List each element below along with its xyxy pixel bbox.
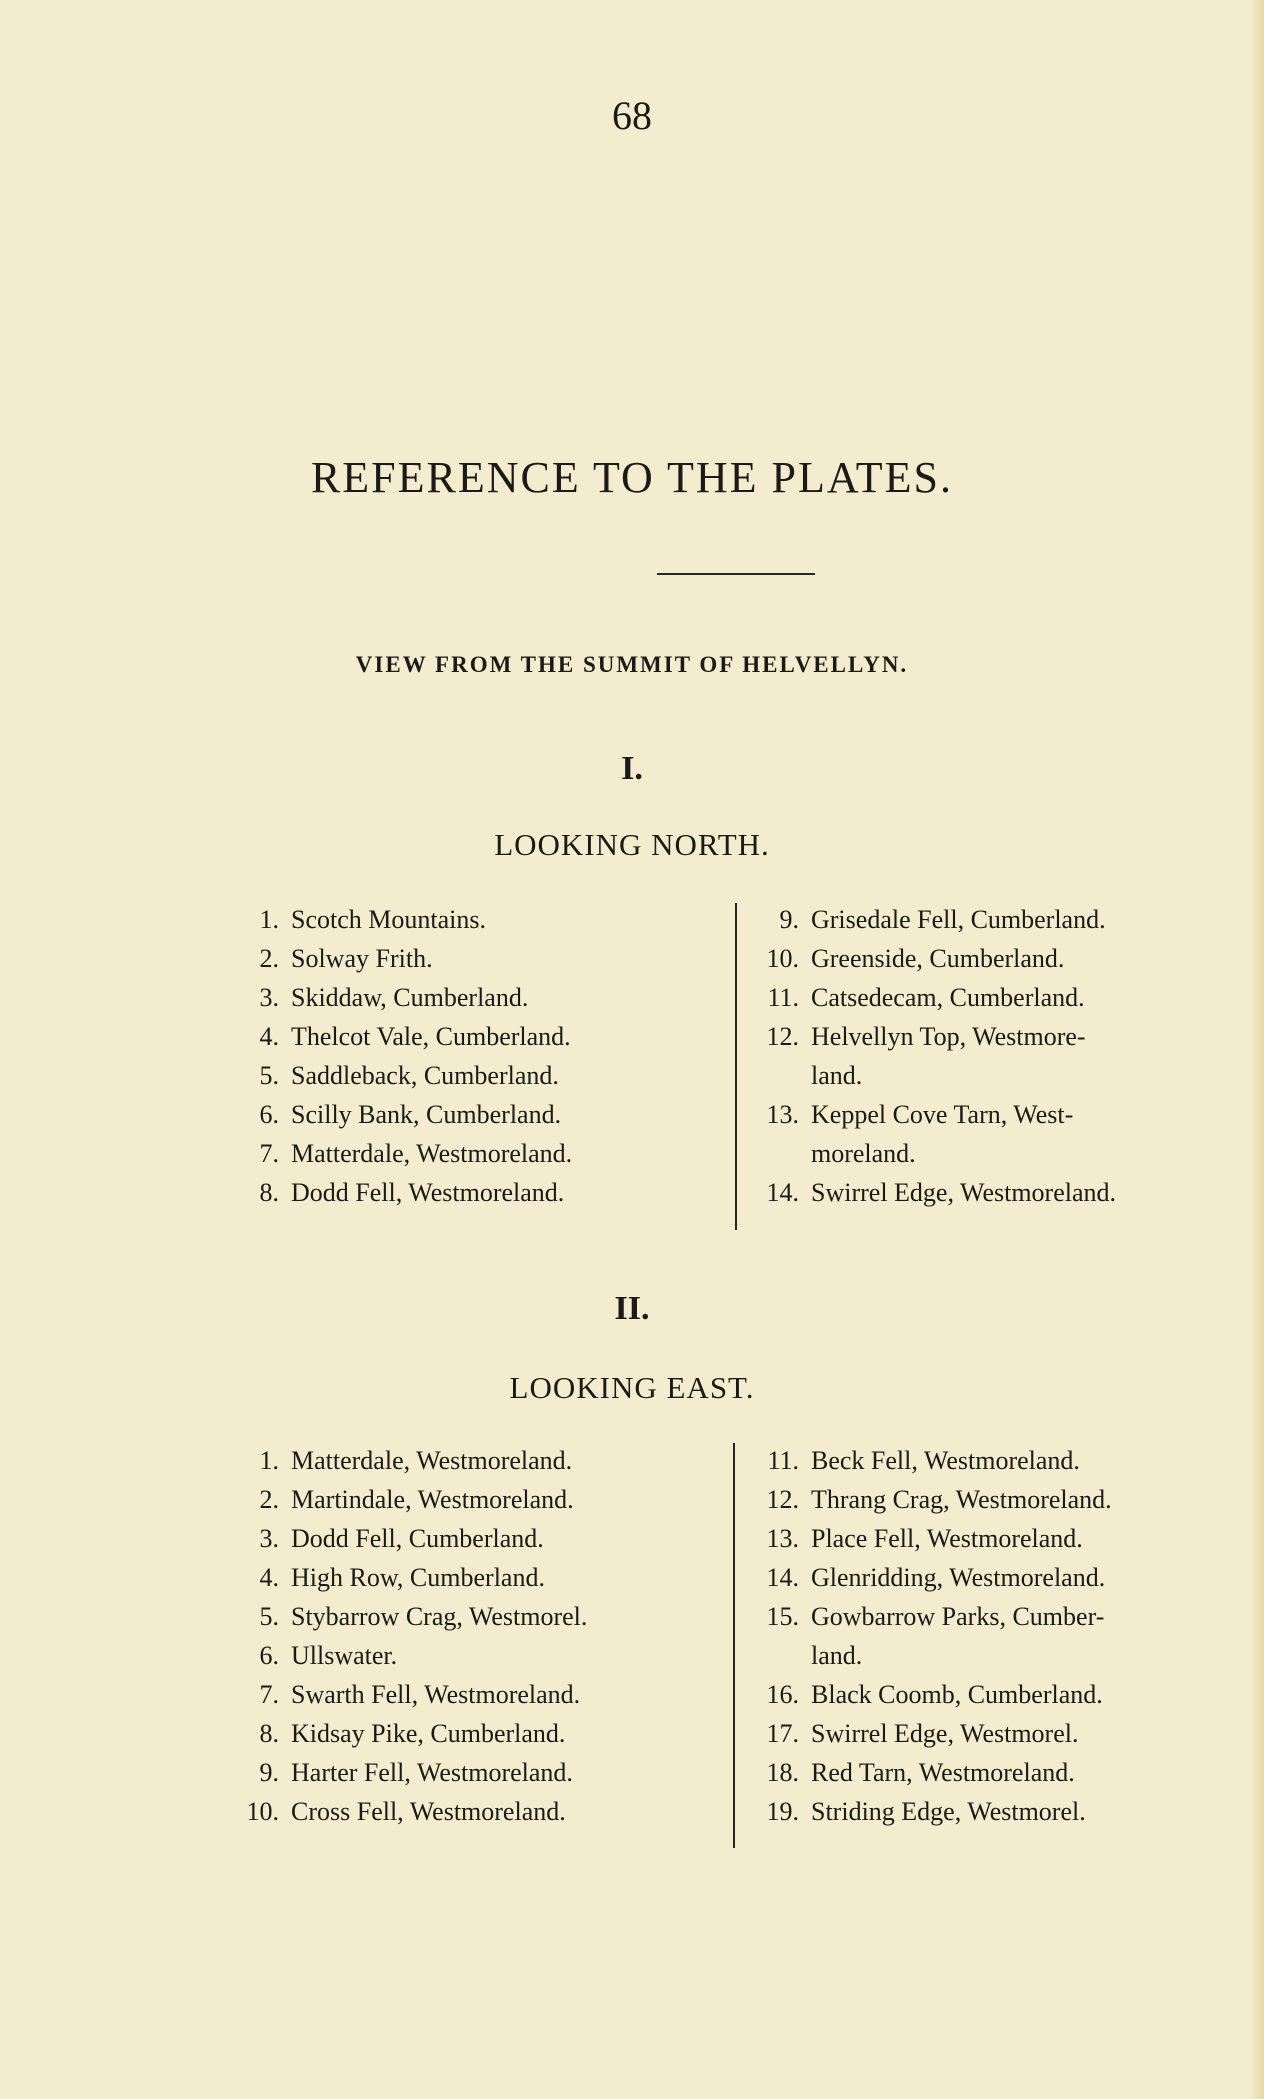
item-text: Saddleback, Cumberland. (291, 1061, 559, 1090)
page-edge (1250, 0, 1264, 2099)
item-text: moreland. (811, 1139, 916, 1168)
column-divider (735, 903, 737, 1230)
item-text: Gowbarrow Parks, Cumber- (811, 1602, 1105, 1631)
item-number: 3. (259, 1524, 279, 1553)
item-text: Thelcot Vale, Cumberland. (291, 1022, 571, 1051)
item-number: 18. (766, 1758, 799, 1787)
column-divider (733, 1443, 735, 1848)
item-text: Stybarrow Crag, Westmorel. (291, 1602, 588, 1631)
item-number: 7. (259, 1680, 279, 1709)
item-text: Cross Fell, Westmoreland. (291, 1797, 566, 1826)
item-text: Ullswater. (291, 1641, 398, 1670)
item-text: Thrang Crag, Westmoreland. (811, 1485, 1112, 1514)
item-text: Grisedale Fell, Cumberland. (811, 905, 1106, 934)
item-number: 2. (259, 944, 279, 973)
item-number: 14. (766, 1563, 799, 1592)
section-2-heading: LOOKING EAST. (509, 1370, 755, 1405)
item-number: 12. (766, 1022, 799, 1051)
item-text: Swarth Fell, Westmoreland. (291, 1680, 581, 1709)
item-text: Swirrel Edge, Westmoreland. (811, 1178, 1117, 1207)
item-text: High Row, Cumberland. (291, 1563, 545, 1592)
page-title: REFERENCE TO THE PLATES. (310, 453, 954, 502)
item-text: Beck Fell, Westmoreland. (811, 1446, 1080, 1475)
item-number: 6. (259, 1100, 279, 1129)
item-number: 9. (779, 905, 799, 934)
item-text: land. (811, 1641, 863, 1670)
page-number: 68 (612, 93, 652, 138)
item-number: 8. (259, 1178, 279, 1207)
item-text: Greenside, Cumberland. (811, 944, 1065, 973)
item-number: 16. (766, 1680, 799, 1709)
item-text: Harter Fell, Westmoreland. (291, 1758, 573, 1787)
item-number: 4. (259, 1563, 279, 1592)
item-text: Catsedecam, Cumberland. (811, 983, 1085, 1012)
item-text: Scilly Bank, Cumberland. (291, 1100, 562, 1129)
item-number: 11. (767, 1446, 799, 1475)
item-number: 6. (259, 1641, 279, 1670)
subtitle: VIEW FROM THE SUMMIT OF HELVELLYN. (355, 652, 909, 677)
item-number: 3. (259, 983, 279, 1012)
section-1-heading: LOOKING NORTH. (494, 827, 770, 862)
item-number: 19. (766, 1797, 799, 1826)
item-text: Scotch Mountains. (291, 905, 486, 934)
item-number: 11. (767, 983, 799, 1012)
item-number: 9. (259, 1758, 279, 1787)
item-text: Matterdale, Westmoreland. (291, 1446, 573, 1475)
item-text: Solway Frith. (291, 944, 433, 973)
item-text: Dodd Fell, Cumberland. (291, 1524, 544, 1553)
item-text: Helvellyn Top, Westmore- (811, 1022, 1086, 1051)
item-number: 8. (259, 1719, 279, 1748)
item-number: 4. (259, 1022, 279, 1051)
item-number: 10. (766, 944, 799, 973)
item-text: Kidsay Pike, Cumberland. (291, 1719, 566, 1748)
item-number: 12. (766, 1485, 799, 1514)
item-text: Red Tarn, Westmoreland. (811, 1758, 1075, 1787)
section-2-numeral: II. (614, 1290, 650, 1327)
item-text: land. (811, 1061, 863, 1090)
item-text: Martindale, Westmoreland. (291, 1485, 574, 1514)
item-number: 15. (766, 1602, 799, 1631)
item-text: Place Fell, Westmoreland. (811, 1524, 1083, 1553)
item-number: 1. (259, 905, 279, 934)
item-text: Skiddaw, Cumberland. (291, 983, 529, 1012)
item-text: Dodd Fell, Westmoreland. (291, 1178, 565, 1207)
item-text: Keppel Cove Tarn, West- (811, 1100, 1074, 1129)
item-text: Glenridding, Westmoreland. (811, 1563, 1106, 1592)
item-number: 17. (766, 1719, 799, 1748)
item-number: 5. (259, 1602, 279, 1631)
item-text: Matterdale, Westmoreland. (291, 1139, 573, 1168)
item-number: 7. (259, 1139, 279, 1168)
item-number: 2. (259, 1485, 279, 1514)
section-1-numeral: I. (621, 750, 643, 787)
item-number: 13. (766, 1100, 799, 1129)
item-number: 13. (766, 1524, 799, 1553)
title-rule (657, 573, 815, 575)
item-number: 14. (766, 1178, 799, 1207)
item-text: Striding Edge, Westmorel. (811, 1797, 1086, 1826)
item-text: Black Coomb, Cumberland. (811, 1680, 1103, 1709)
item-text: Swirrel Edge, Westmorel. (811, 1719, 1079, 1748)
item-number: 10. (246, 1797, 279, 1826)
item-number: 5. (259, 1061, 279, 1090)
item-number: 1. (259, 1446, 279, 1475)
